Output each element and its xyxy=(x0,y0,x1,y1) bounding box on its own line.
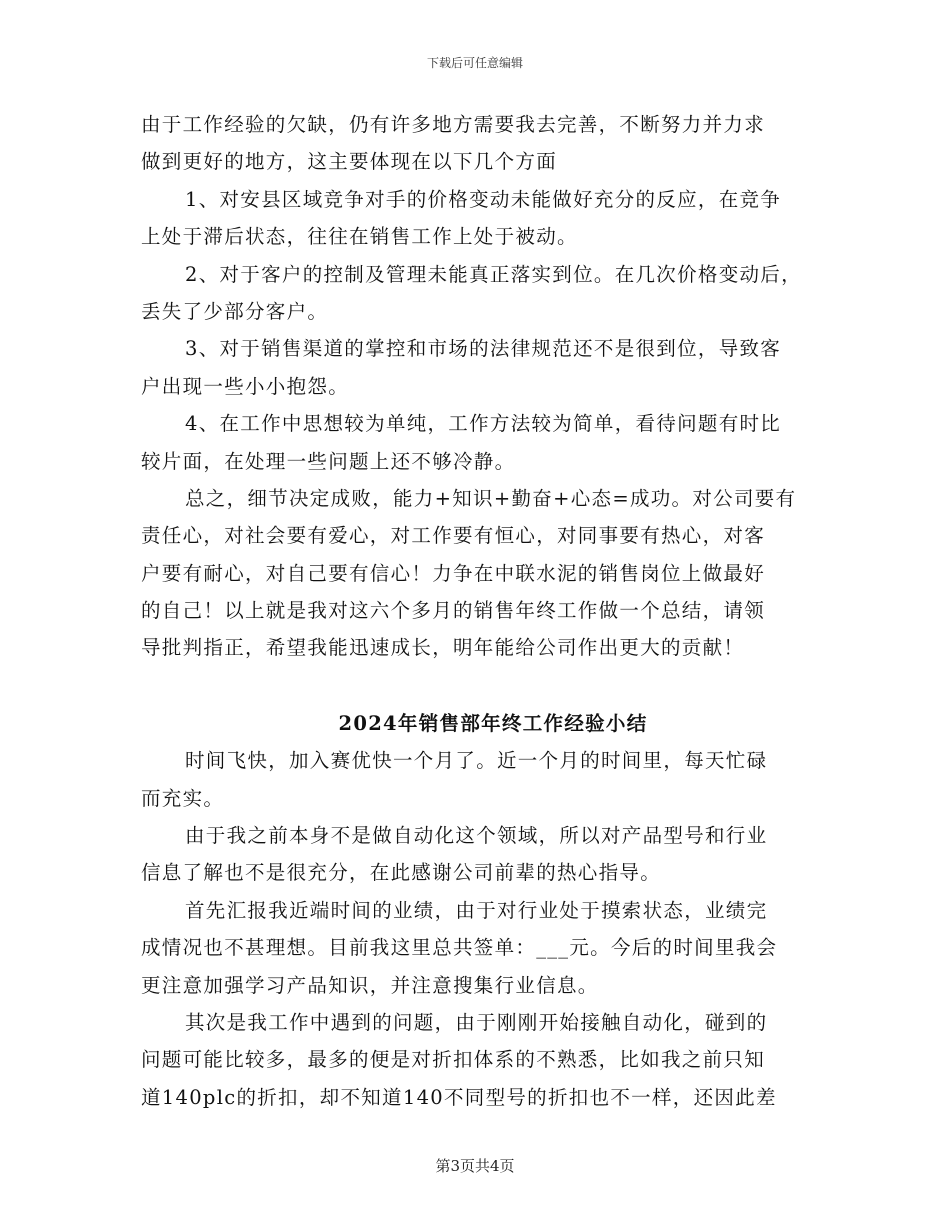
paragraph-line: 首先汇报我近端时间的业绩，由于对行业处于摸索状态，业绩完 xyxy=(185,898,768,922)
paragraph-line: 3、对于销售渠道的掌控和市场的法律规范还不是很到位，导致客 xyxy=(185,337,782,361)
paragraph-line: 较片面，在处理一些问题上还不够冷静。 xyxy=(141,449,516,473)
paragraph-line: 4、在工作中思想较为单纯，工作方法较为简单，看待问题有时比 xyxy=(185,412,782,436)
section-spacer xyxy=(141,667,821,705)
paragraph-line: 做到更好的地方，这主要体现在以下几个方面 xyxy=(141,150,558,174)
paragraph-line: 时间飞快，加入赛优快一个月了。近一个月的时间里，每天忙碌 xyxy=(185,749,768,773)
paragraph-line: 1、对安县区域竞争对手的价格变动未能做好充分的反应，在竞争 xyxy=(185,187,782,211)
paragraph-line: 信息了解也不是很充分，在此感谢公司前辈的热心指导。 xyxy=(141,861,662,885)
paragraph-line: 责任心，对社会要有爱心，对工作要有恒心，对同事要有热心，对客 xyxy=(141,524,766,548)
document-body xyxy=(141,106,821,1116)
paragraph-line: 由于工作经验的欠缺，仍有许多地方需要我去完善，不断努力并力求 xyxy=(141,113,766,136)
paragraph-line: 导批判指正，希望我能迅速成长，明年能给公司作出更大的贡献！ xyxy=(141,636,745,660)
paragraph-line: 道140plc的折扣，却不知道140不同型号的折扣也不一样，还因此差 xyxy=(141,1085,777,1109)
paragraph-line: 问题可能比较多，最多的便是对折扣体系的不熟悉，比如我之前只知 xyxy=(141,1048,766,1072)
paragraph-line: 户出现一些小小抱怨。 xyxy=(141,374,350,398)
section-title: 2024年销售部年终工作经验小结 xyxy=(338,711,648,735)
paragraph-line: 上处于滞后状态，往往在销售工作上处于被动。 xyxy=(141,225,578,249)
paragraph-line: 总之，细节决定成败，能力+知识+勤奋+心态=成功。对公司要有 xyxy=(185,486,797,510)
paragraph-line: 2、对于客户的控制及管理未能真正落实到位。在几次价格变动后， xyxy=(185,262,802,286)
page-footer: 第3页共4页 xyxy=(435,1157,515,1175)
paragraph-line: 而充实。 xyxy=(141,786,225,810)
paragraph-line: 的自己！以上就是我对这六个多月的销售年终工作做一个总结，请领 xyxy=(141,599,766,623)
paragraph-line: 更注意加强学习产品知识，并注意搜集行业信息。 xyxy=(141,973,599,997)
paragraph-line: 由于我之前本身不是做自动化这个领域，所以对产品型号和行业 xyxy=(185,824,768,848)
paragraph-line: 其次是我工作中遇到的问题，由于刚刚开始接触自动化，碰到的 xyxy=(185,1010,768,1034)
paragraph-line: 成情况也不甚理想。目前我这里总共签单：___元。今后的时间里我会 xyxy=(141,936,778,960)
page-header: 下载后可任意编辑 xyxy=(426,56,523,70)
paragraph-line: 丢失了少部分客户。 xyxy=(141,299,329,323)
paragraph-line: 户要有耐心，对自己要有信心！力争在中联水泥的销售岗位上做最好 xyxy=(141,561,766,585)
